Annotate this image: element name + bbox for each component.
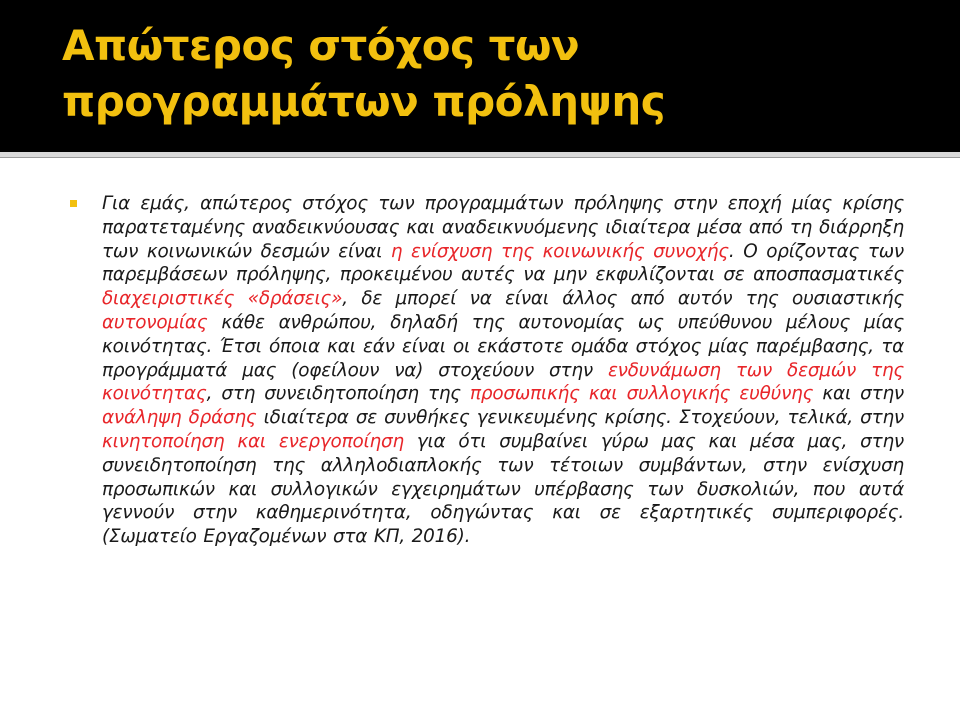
paragraph-segment: ιδιαίτερα σε συνθήκες γενικευμένης κρίσης. Στοχεύουν, τελικά, στην	[256, 407, 904, 429]
paragraph-segment: και στην	[813, 383, 904, 405]
highlighted-phrase: κινητοποίηση και ενεργοποίηση	[102, 430, 404, 452]
slide-content	[70, 192, 904, 549]
body-paragraph	[102, 192, 904, 549]
paragraph-segment: , δε μπορεί να είναι άλλος από αυτόν της ουσιαστικής	[342, 288, 904, 310]
paragraph-segment: . Ο ορίζοντας των παρεμβάσεων πρόληψης, προκειμένου αυτές να μην εκφυλίζονται σε αποσπασματικές	[102, 240, 904, 286]
paragraph-segment: κάθε ανθρώπου, δηλαδή της αυτονομίας ως υπεύθυνου μέλους μίας κοινότητας. Έτσι όποια και εάν είναι οι εκάστοτε ομάδα στόχος μίας παρέμβασης, τα προγράμματά μας (οφείλουν να) στοχεύουν στην	[102, 311, 904, 381]
highlighted-phrase: η ενίσχυση της κοινωνικής συνοχής	[390, 240, 729, 262]
highlighted-phrase: διαχειριστικές «δράσεις»	[102, 288, 343, 310]
slide-title-line-1: Απώτερος στόχος των	[62, 21, 580, 70]
paragraph-segment: για ότι συμβαίνει γύρω μας και μέσα μας, στην συνειδητοποίηση της αλληλοδιαπλοκής των τέτοιων συμβάντων, στην ενίσχυση προσωπικών και συλλογικών εγχειρημάτων υπέρβασης των δυσκολιών, που αυτά γεννούν στην καθημερινότητα, οδηγώντας και σε εξαρτητικές συμπεριφορές. (Σωματείο Εργαζομένων στα ΚΠ, 2016).	[102, 430, 904, 548]
paragraph-segment: , στη συνειδητοποίηση της	[206, 383, 471, 405]
slide-title-line-2: προγραμμάτων πρόληψης	[62, 77, 666, 126]
highlighted-phrase: αυτονομίας	[102, 311, 208, 333]
title-divider	[0, 152, 960, 158]
paragraph-segment: Για εμάς, απώτερος στόχος των προγραμμάτων πρόληψης στην εποχή μίας κρίσης παρατεταμένης αναδεικνύουσας και αναδεικνυόμενης ιδιαίτερα μέσα από τη διάρρηξη των κοινωνικών δεσμών είναι	[102, 193, 904, 262]
title-band	[0, 0, 960, 152]
highlighted-phrase: ενδυνάμωση των δεσμών της κοινότητας	[102, 359, 904, 405]
highlighted-phrase: προσωπικής και συλλογικής ευθύνης	[470, 383, 814, 405]
slide-title	[62, 18, 942, 130]
highlighted-phrase: ανάληψη δράσης	[102, 407, 257, 429]
square-bullet-icon	[70, 200, 77, 207]
